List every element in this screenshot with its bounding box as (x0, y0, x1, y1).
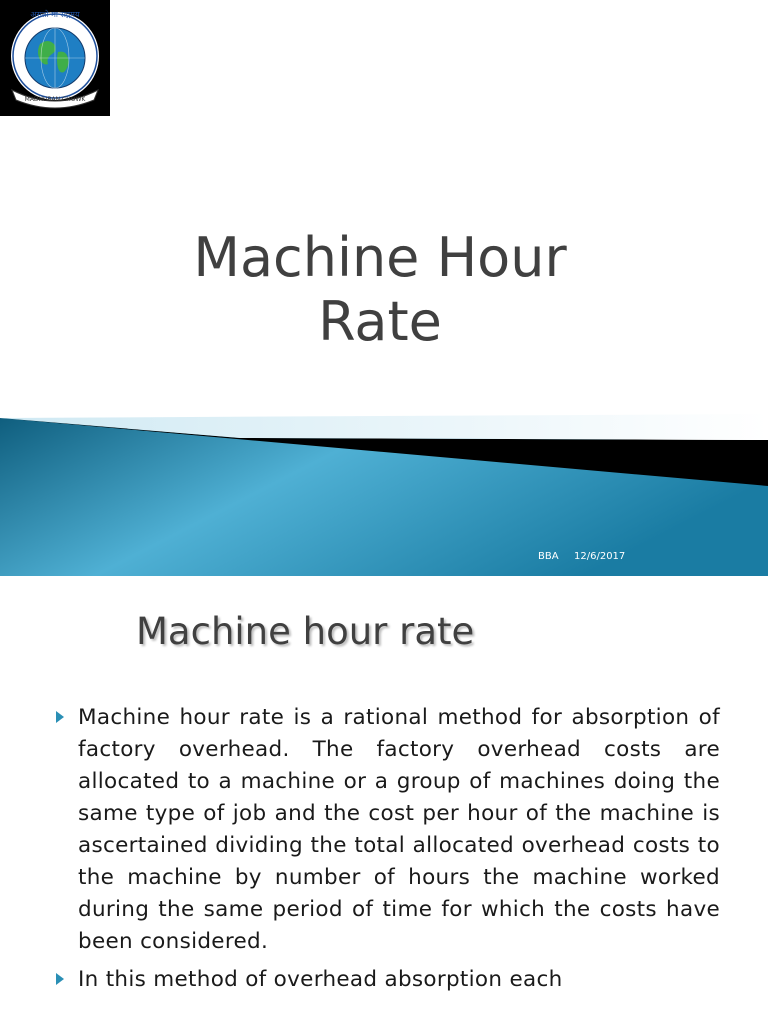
content-slide (0, 576, 768, 1024)
bullet-item (52, 964, 720, 996)
bullet-text: Machine hour rate is a rational method for absorption of factory overhead. The factory overhead costs are allocated to a machine or a group of machines doing the same type of job and the cost per hour of the machine is ascertained dividing the total allocated overhead costs to the machine by number of hours the machine worked during the same period of time for which the costs have been considered. (78, 705, 720, 954)
bullet-list (52, 702, 720, 1002)
footer-date: 12/6/2017 (574, 551, 626, 562)
logo-ribbon-text: MADHUBAN CHOWK (24, 96, 86, 103)
institute-globe-logo-icon (0, 0, 110, 116)
slide-title (140, 226, 620, 354)
title-line-2: Rate (318, 290, 442, 353)
bullet-text: In this method of overhead absorption each (78, 967, 563, 992)
decorative-swoosh-band (0, 410, 768, 576)
logo-motto-text: असतो मा सद्गमय (30, 10, 80, 19)
bullet-arrow-icon (56, 711, 64, 723)
title-line-1: Machine Hour (193, 226, 567, 289)
bullet-item (52, 702, 720, 958)
footer-course: BBA (538, 551, 559, 562)
slide-heading: Machine hour rate (136, 610, 475, 653)
bullet-arrow-icon (56, 973, 64, 985)
institute-logo (0, 0, 110, 116)
